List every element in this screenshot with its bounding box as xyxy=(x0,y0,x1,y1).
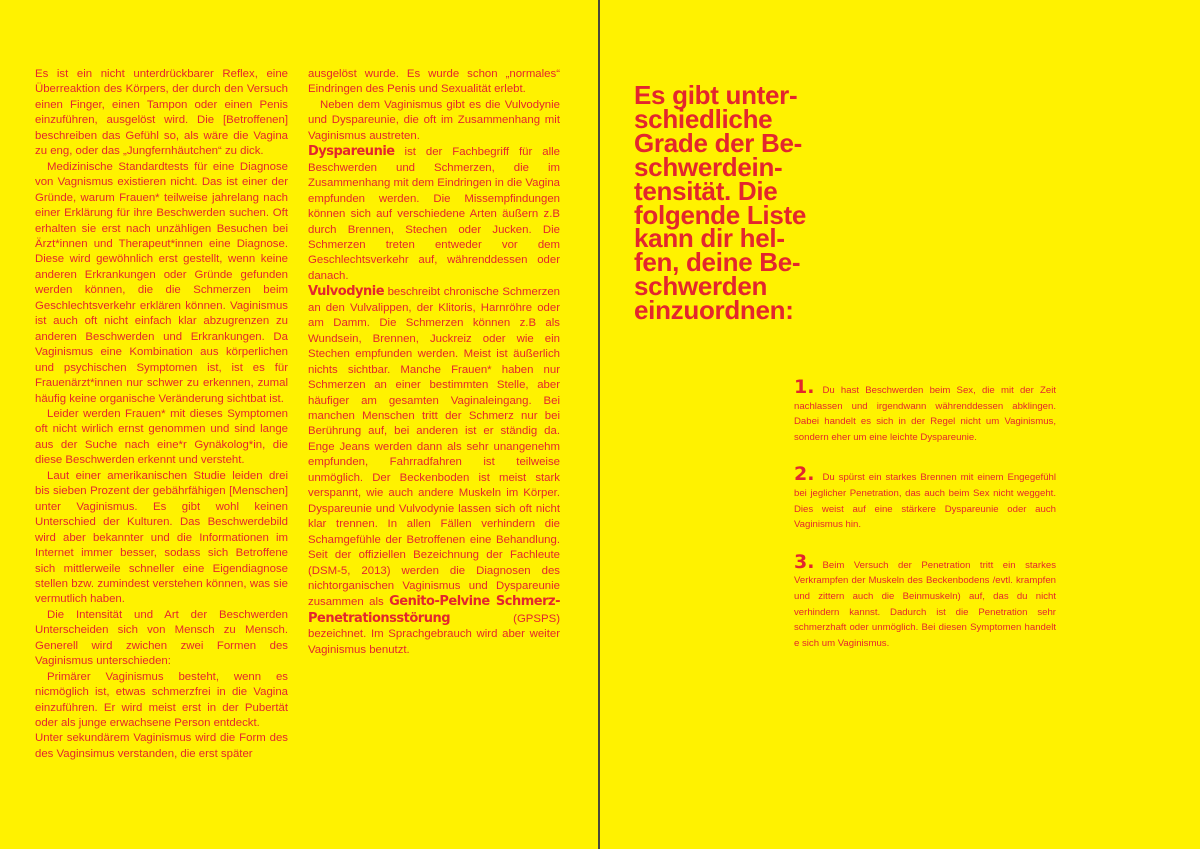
text-column-2 xyxy=(308,67,560,658)
term-vulvodynie: Vulvodynie xyxy=(308,284,385,300)
text-column-1 xyxy=(35,67,288,762)
paragraph-text: ist der Fachbegriff für alle Beschwerden und Schmerzen, die im Zusammenhang mit dem Eindringen in die Vagina empfunden werden. Die Missempfindungen können sich auf verschiedene Arten äußern z.B durch Brennen, Stechen oder Jucken. Die Schmerzen treten entweder vor dem Geschlechtsverkehr auf, währenddessen oder danach. xyxy=(308,146,560,282)
page-gutter xyxy=(598,0,600,849)
headline-line: tensität. Die xyxy=(634,175,778,206)
paragraph-dyspareunie xyxy=(308,144,560,284)
paragraph: Primärer Vaginismus besteht, wenn es nicmöglich ist, etwas schmerzfrei in die Vagina einzuführen. Er wird meist erst in der Pubertät oder als junge erwachsene Person entdeckt. xyxy=(35,670,288,730)
paragraph: ausgelöst wurde. Es wurde schon „normales“ Eindringen des Penis und Sexualität erlebt. xyxy=(308,68,560,96)
list-item-text: Du hast Beschwerden beim Sex, die mit der Zeit nachlassen und irgendwann währenddessen abklingen. Dabei handelt es sich in der Regel nicht um Vaginismus, sondern eher um eine leichte Dyspareunie. xyxy=(794,385,1056,443)
list-item-text: Beim Versuch der Penetration tritt ein starkes Verkrampfen der Muskeln des Beckenbodens /evtl. krampfen und zittern auch die Beinmuskeln) auf, das du nicht verhindern kannst. Dadurch ist die Penetration sehr schmerzhaft oder unmöglich. Bei diesen Symptomen handelt e sich um Vaginismus. xyxy=(794,559,1056,649)
paragraph: Neben dem Vaginismus gibt es die Vulvodynie und Dyspareunie, die oft im Zusammenhang mit Vaginismus austreten. xyxy=(308,98,560,142)
list-item xyxy=(794,550,1056,652)
term-gpsps: Genito-Pelvine Schmerz-Penetrationsstörung xyxy=(308,594,560,626)
headline-line: einzuordnen: xyxy=(634,295,794,326)
paragraph: Leider werden Frauen* mit dieses Symptomen oft nicht wirlich ernst genommen und sind lange aus der Suche nach eine*r Gynäkolog*in, die diese Beschwerden erkennt und versteht. xyxy=(35,407,288,467)
list-number: 1. xyxy=(794,376,815,398)
paragraph: Laut einer amerikanischen Studie leiden drei bis sieben Prozent der gebährfähigen [Menschen] unter Vaginismus. Es gibt wohl keinen Unterschied der Kulturen. Das Beschwerdebild wird aber bekannter und die Informationen im Internet immer besser, sodass sich Betroffene sich mittlerweile schneller eine Eigendiagnose stellen bzw. zumindest verstehen können, was sie vermutlich haben. xyxy=(35,469,288,606)
headline-line: fen, deine Be- xyxy=(634,247,801,278)
severity-list xyxy=(794,376,1056,673)
paragraph-vulvodynie xyxy=(308,284,560,658)
headline-line: schwerden xyxy=(634,271,768,302)
list-item xyxy=(794,376,1056,445)
list-number: 3. xyxy=(794,550,815,573)
headline-line: folgende Liste xyxy=(634,199,807,230)
headline-line: schwerdein- xyxy=(634,151,783,182)
headline-line: kann dir hel- xyxy=(634,223,785,254)
headline-line: Es gibt unter- xyxy=(634,80,798,110)
paragraph-text: (GPSPS) bezeichnet. Im Sprachgebrauch wird aber weiter Vaginismus benutzt. xyxy=(308,612,560,656)
paragraph: Es ist ein nicht unterdrückbarer Reflex, eine Überreaktion des Körpers, der durch den Versuch einen Finger, einen Tampon oder einen Penis einzuführen, ausgelöst wird. Die [Betroffenen] beschreiben das Gefühl so, als wäre die Vagina zu eng, oder das „Jungfernhäutchen“ zu dick. xyxy=(35,68,288,158)
headline-line: schiedliche xyxy=(634,103,773,134)
paragraph: Die Intensität und Art der Beschwerden Unterscheiden sich von Mensch zu Mensch. Generell wird zwichen zwei Formen des Vaginismus unterschieden: xyxy=(35,608,288,668)
headline xyxy=(634,80,874,326)
term-dyspareunie: Dyspareunie xyxy=(308,144,395,160)
list-number: 2. xyxy=(794,463,815,486)
headline-line: Grade der Be- xyxy=(634,127,803,158)
list-item xyxy=(794,463,1056,532)
list-item-text: Du spürst ein starkes Brennen mit einem Engegefühl bei jeglicher Penetration, das auch beim Sex nicht weggeht. Dies weist auf eine stärkere Dyspareunie oder auch Vaginismus hin. xyxy=(794,472,1056,531)
paragraph: Medizinische Standardtests für eine Diagnose von Vagnismus existieren nicht. Das ist einer der Gründe, warum Frauen* teilweise jahrelang nach einer Erklärung für ihre Beschwerden suchen. Oft erhalten sie erst nach unzähligen Besuchen bei Ärzt*innen und Therapeut*innen eine Diagnose. Diese wird gewöhnlich erst gestellt, wenn keine anderen Erkrankungen oder Gründe gefunden werden können, die die Schmerzen beim Geschlechtsverkehr erklären können. Vaginismus ist auch oft nicht einfach klar abzugrenzen zu anderen Beschwerden und Erkrankungen. Da Vaginismus eine Kombination aus körperlichen und psychischen Symptomen ist, ist es für Frauenärzt*innen nur schwer zu erkennen, zumal häufig keine organische Veränderung sichtbat ist. xyxy=(35,160,288,405)
paragraph-text: beschreibt chronische Schmerzen an den Vulvalippen, der Klitoris, Harnröhre oder am Damm. Die Schmerzen können z.B als Wundsein, Brennen, Juckreiz oder wie ein Stechen empfunden werden. Meist ist äußerlich nichts sichtbar. Manche Frauen* haben nur Schmerzen an einer bestimmten Stelle, aber häufiger am gesamten Vaginaleingang. Bei manchen Menschen tritt der Schmerz nur bei Berührung auf, bei anderen ist er ständig da. Enge Jeans werden dann als sehr unangenehm empfunden, Fahrradfahren ist teilweise unmöglich. Der Beckenboden ist meist stark verspannt, wie auch andere Muskeln im Körper. Dyspareunie und Vulvodynie lassen sich oft nicht klar trennen. In allen Fällen verhindern die Schamgefühle der Betroffenen eine Behandlung. Seit der offiziellen Bezeichnung der Fachleute (DSM-5, 2013) werden die Diagnosen des nichtorganischen Vaginismus und Dyspareunie zusammen als xyxy=(308,286,560,609)
paragraph: Unter sekundärem Vaginismus wird die Form des des Vaginsimus verstanden, die erst später xyxy=(35,732,288,760)
